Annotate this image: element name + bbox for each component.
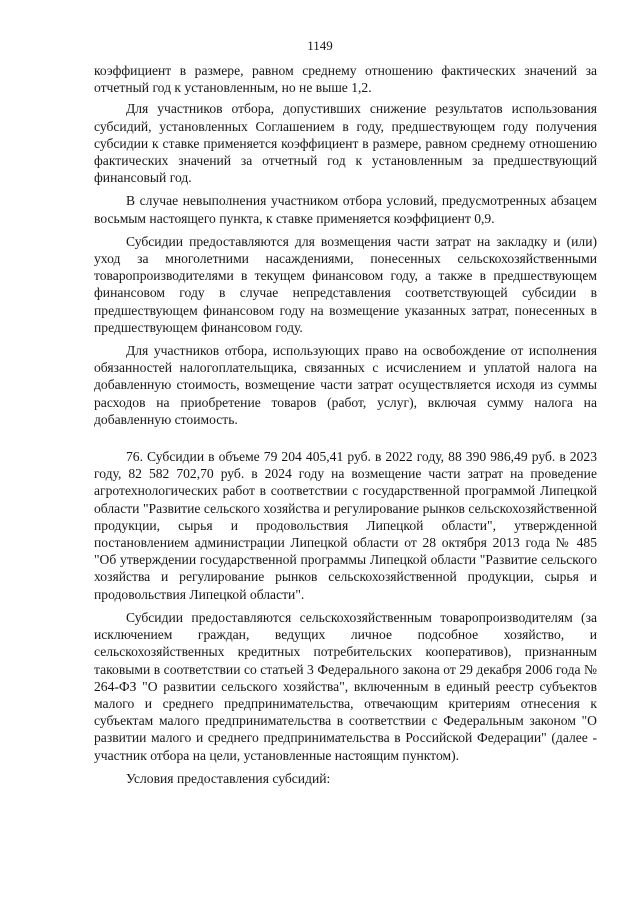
paragraph-continuation: коэффициент в размере, равном среднему отношению фактических значений за отчетный год к установленным, но не выше 1,2. — [94, 63, 597, 96]
document-body — [94, 62, 597, 793]
paragraph-reduction-coefficient: Для участников отбора, допустивших снижение результатов использования субсидий, установленных Соглашением в году, предшествующем году получения субсидии к ставке применяется коэффициент в размере, равном среднему отношению фактических значений за отчетный год к установленным за предшествующий финансовый год. — [94, 101, 597, 186]
paragraph-conditions-heading: Условия предоставления субсидий: — [126, 770, 331, 786]
paragraph-recipients: Субсидии предоставляются сельскохозяйственным товаропроизводителям (за исключением граждан, ведущих личное подсобное хозяйство, и сельскохозяйственных кредитных потребительских кооперативов), признанным таковыми в соответствии со статьей 3 Федерального закона от 29 декабря 2006 года № 264-ФЗ "О развитии сельского хозяйства", включенным в единый реестр субъектов малого и среднего предпринимательства, отвечающим критериям отнесения к субъектам малого предпринимательства в соответствии с Федеральным законом "О развитии малого и среднего предпринимательства в Российской Федерации" (далее - участник отбора на цели, установленные настоящим пунктом). — [94, 609, 597, 763]
paragraph-item-76: 76. Субсидии в объеме 79 204 405,41 руб. в 2022 году, 88 390 986,49 руб. в 2023 году, 82 582 702,70 руб. в 2024 году на возмещение части затрат на проведение агротехнологических работ в соответствии с государственной программой Липецкой области "Развитие сельского хозяйства и регулирование рынков сельскохозяйственной продукции, сырья и продовольствия Липецкой области", утвержденной постановлением администрации Липецкой области от 28 октября 2013 года № 485 "Об утверждении государственной программы Липецкой области "Развитие сельского хозяйства и регулирование рынков сельскохозяйственной продукции, сырья и продовольствия Липецкой области". — [94, 449, 597, 602]
paragraph-vat-exemption: Для участников отбора, использующих право на освобождение от исполнения обязанностей налогоплательщика, связанных с исчислением и уплатой налога на добавленную стоимость, возмещение части затрат осуществляется исходя из суммы расходов на приобретение товаров (работ, услуг), включая сумму налога на добавленную стоимость. — [94, 343, 597, 427]
paragraph-non-fulfillment: В случае невыполнения участником отбора условий, предусмотренных абзацем восьмым настоящего пункта, к ставке применяется коэффициент 0,9. — [94, 193, 597, 226]
paragraph-perennial-plantings: Субсидии предоставляются для возмещения части затрат на закладку и (или) уход за многолетними насаждениями, понесенных сельскохозяйственными товаропроизводителями в текущем финансовом году, а также в предшествующем финансовом году в случае непредставления соответствующей субсидии в предшествующем финансовом году на возмещение указанных затрат, понесенных в предшествующем финансовом году. — [94, 233, 597, 335]
page-number: 1149 — [307, 38, 333, 53]
